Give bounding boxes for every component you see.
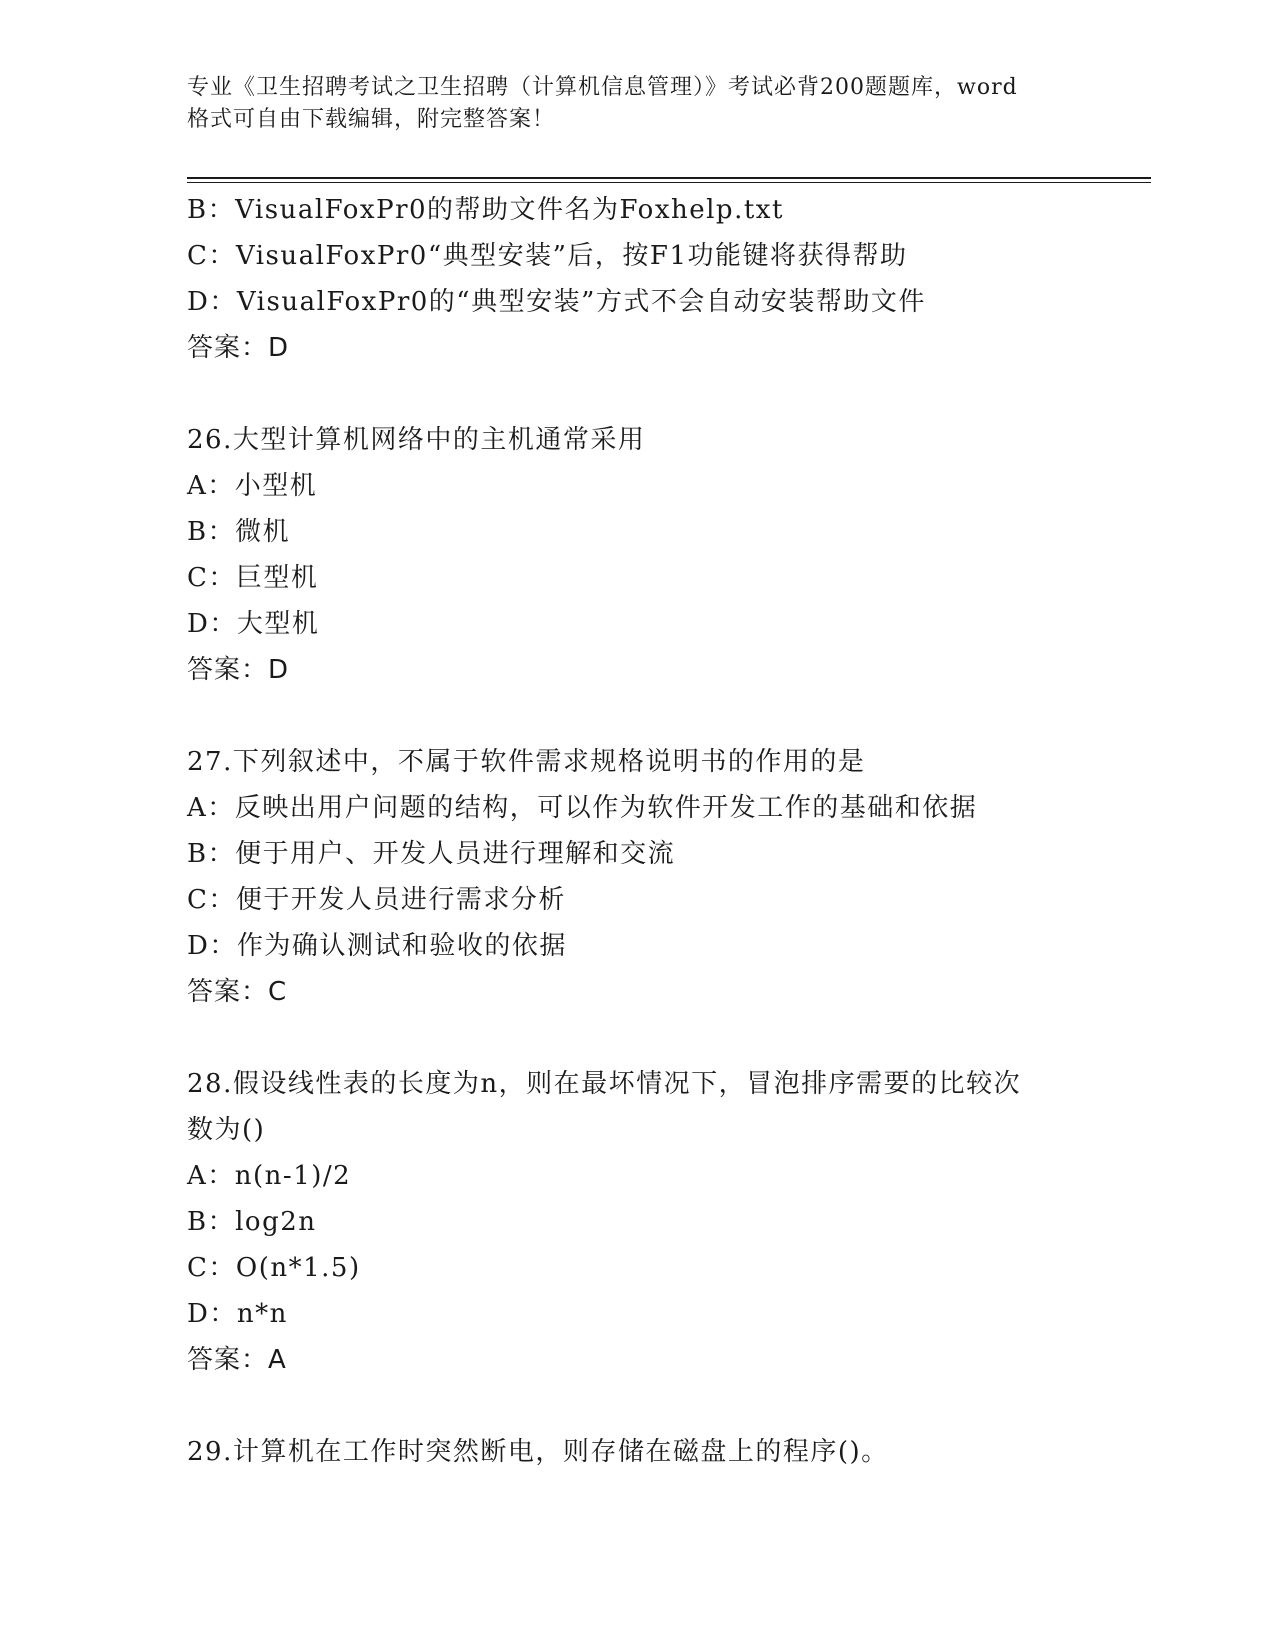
q29-question: 29.计算机在工作时突然断电，则存储在磁盘上的程序()。 — [187, 1437, 889, 1467]
header-rule-thin — [187, 182, 1151, 183]
spacer — [187, 371, 1107, 417]
q27-option-d: D：作为确认测试和验收的依据 — [187, 931, 567, 961]
q27-option-b: B：便于用户、开发人员进行理解和交流 — [187, 839, 676, 869]
q28-question-line2: 数为() — [187, 1115, 266, 1145]
question-27-block — [187, 739, 1107, 1015]
q25-answer: 答案：D — [187, 333, 290, 363]
q26-answer: 答案：D — [187, 655, 290, 685]
q27-option-c: C：便于开发人员进行需求分析 — [187, 885, 566, 915]
question-25-block — [187, 187, 1107, 371]
q27-question: 27.下列叙述中，不属于软件需求规格说明书的作用的是 — [187, 747, 866, 777]
q25-option-c: C：VisualFoxPr0“典型安装”后，按F1功能键将获得帮助 — [187, 241, 908, 271]
question-list — [187, 187, 1107, 1475]
q28-option-c: C：O(n*1.5) — [187, 1253, 361, 1283]
q26-option-a: A：小型机 — [187, 471, 318, 501]
q28-option-b: B：log2n — [187, 1207, 317, 1237]
question-26-block — [187, 417, 1107, 693]
q25-option-b: B：VisualFoxPr0的帮助文件名为Foxhelp.txt — [187, 195, 784, 225]
document-header: 专业《卫生招聘考试之卫生招聘（计算机信息管理）》考试必背200题题库，word 格式可自由下载编辑，附完整答案！ — [187, 75, 1018, 132]
q26-option-c: C：巨型机 — [187, 563, 319, 593]
header-rule-thick — [187, 177, 1151, 179]
q28-option-d: D：n*n — [187, 1299, 288, 1329]
q27-option-a: A：反映出用户问题的结构，可以作为软件开发工作的基础和依据 — [187, 793, 978, 823]
q26-option-b: B：微机 — [187, 517, 291, 547]
spacer — [187, 1383, 1107, 1429]
q27-answer: 答案：C — [187, 977, 288, 1007]
q26-question: 26.大型计算机网络中的主机通常采用 — [187, 425, 646, 455]
q28-option-a: A：n(n-1)/2 — [187, 1161, 352, 1191]
question-28-block — [187, 1061, 1107, 1383]
question-29-block — [187, 1429, 1107, 1475]
spacer — [187, 1015, 1107, 1061]
q28-question-line1: 28.假设线性表的长度为n，则在最坏情况下，冒泡排序需要的比较次 — [187, 1069, 1022, 1099]
q28-answer: 答案：A — [187, 1345, 287, 1375]
q25-option-d: D：VisualFoxPr0的“典型安装”方式不会自动安装帮助文件 — [187, 287, 926, 317]
q26-option-d: D：大型机 — [187, 609, 320, 639]
spacer — [187, 693, 1107, 739]
